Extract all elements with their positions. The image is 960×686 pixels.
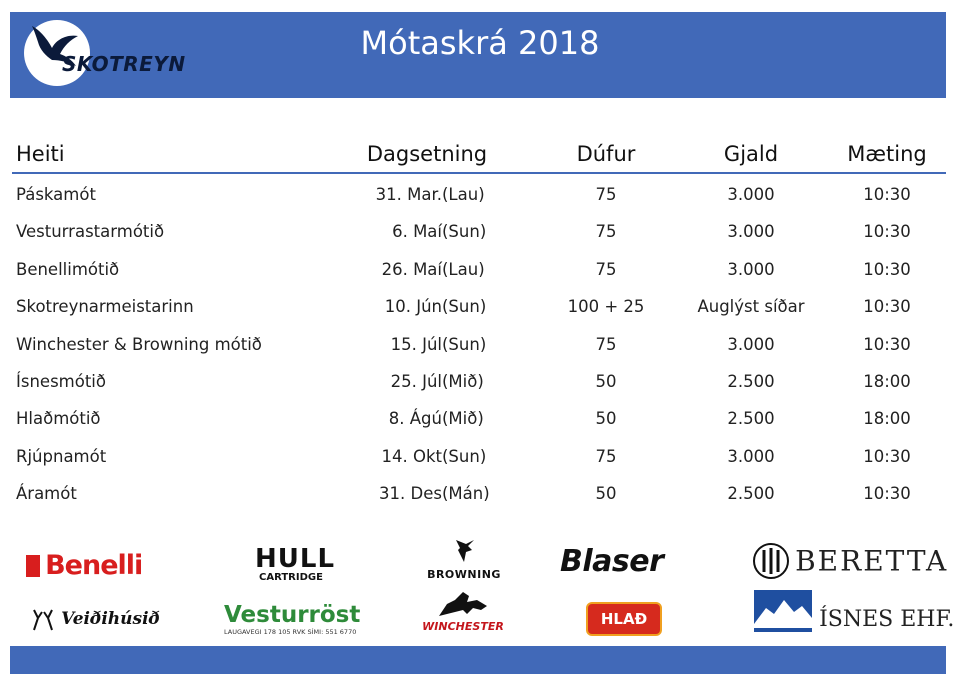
- table-row: [12, 398, 946, 435]
- event-name: Páskamót: [16, 185, 96, 204]
- antlers-icon: [30, 606, 56, 632]
- isnes-logo: ÍSNES EHF.: [754, 590, 954, 632]
- event-day: (Mán): [442, 484, 490, 504]
- event-name: Skotreynarmeistarinn: [16, 297, 194, 317]
- event-fee: 3.000: [727, 185, 775, 204]
- event-day: (Sun): [442, 297, 487, 317]
- buckmark-icon: [452, 538, 476, 564]
- table-row: [12, 436, 946, 473]
- hlad-logo: HLAÐ: [586, 602, 662, 636]
- column-header-time: Mæting: [847, 142, 927, 166]
- event-fee: 3.000: [727, 222, 775, 242]
- hull-cartridge-logo: HULL CARTRIDGE: [255, 544, 336, 583]
- event-day: (Mið): [442, 409, 484, 429]
- event-name: Rjúpnamót: [16, 446, 107, 466]
- event-time: 10:30: [863, 484, 911, 504]
- event-date: 31. Des: [379, 484, 442, 504]
- event-fee: 3.000: [727, 334, 775, 354]
- event-date: 10. Jún: [384, 297, 442, 317]
- event-time: 18:00: [863, 371, 911, 391]
- event-fee: 2.500: [727, 371, 775, 391]
- mountain-icon: [754, 590, 812, 632]
- table-row: [12, 211, 946, 248]
- veidihusid-logo: Veiðihúsið: [30, 606, 160, 632]
- column-header-fee: Gjald: [723, 142, 779, 166]
- table-row: [12, 286, 946, 323]
- beretta-emblem-icon: [752, 542, 790, 580]
- browning-logo: BROWNING: [424, 538, 504, 581]
- event-name: Vesturrastarmótið: [16, 222, 165, 242]
- event-day: (Mið): [442, 371, 484, 391]
- table-row: [12, 473, 946, 510]
- event-doves: 75: [595, 222, 617, 242]
- event-time: 10:30: [863, 259, 911, 279]
- event-time: 10:30: [863, 297, 911, 317]
- event-name: Hlaðmótið: [16, 409, 101, 429]
- event-fee: 3.000: [727, 259, 775, 279]
- event-day: (Sun): [442, 446, 487, 466]
- table-row: [12, 361, 946, 398]
- event-time: 10:30: [863, 446, 911, 466]
- event-date: 8. Ágú: [388, 409, 442, 429]
- benelli-mark-icon: [26, 555, 40, 577]
- event-day: (Sun): [442, 334, 487, 354]
- table-row: [12, 249, 946, 286]
- event-date: 6. Maí: [392, 222, 442, 242]
- table-row: [12, 324, 946, 361]
- event-doves: 100 + 25: [567, 297, 645, 317]
- event-fee: 3.000: [727, 446, 775, 466]
- blaser-logo: Blaser: [560, 544, 664, 579]
- footer-bar: [10, 646, 946, 674]
- page-title: Mótaskrá 2018: [360, 24, 600, 62]
- column-header-doves: Dúfur: [576, 142, 636, 166]
- beretta-logo: BERETTA: [752, 542, 948, 580]
- event-date: 26. Maí: [381, 259, 442, 279]
- horse-rider-icon: [433, 586, 493, 620]
- event-day: (Sun): [442, 222, 487, 242]
- event-doves: 50: [595, 409, 617, 429]
- vesturrost-logo: Vesturröst LAUGAVEGI 178 105 RVK SÍMI: 551 6770: [224, 602, 361, 636]
- event-time: 18:00: [863, 409, 911, 429]
- event-date: 15. Júl: [390, 334, 442, 354]
- event-fee: Auglýst síðar: [697, 297, 805, 317]
- column-header-name: Heiti: [16, 142, 65, 166]
- table-header: [12, 138, 946, 174]
- event-name: Áramót: [16, 484, 77, 504]
- event-date: 25. Júl: [390, 371, 442, 391]
- event-time: 10:30: [863, 334, 911, 354]
- event-day: (Lau): [442, 259, 485, 279]
- winchester-logo: WINCHESTER: [420, 586, 506, 633]
- table-row: [12, 174, 946, 211]
- logo-text: SKOTREYN: [62, 52, 186, 76]
- event-doves: 50: [595, 484, 617, 504]
- event-doves: 75: [595, 446, 617, 466]
- schedule-table: [12, 138, 946, 511]
- event-day: (Lau): [442, 185, 485, 204]
- event-time: 10:30: [863, 222, 911, 242]
- event-date: 14. Okt: [381, 446, 442, 466]
- event-fee: 2.500: [727, 409, 775, 429]
- benelli-logo: Benelli: [26, 550, 142, 581]
- column-header-date: Dagsetning: [366, 142, 488, 166]
- event-doves: 50: [595, 371, 617, 391]
- event-name: Winchester & Browning mótið: [16, 334, 262, 354]
- event-fee: 2.500: [727, 484, 775, 504]
- event-date: 31. Mar.: [375, 185, 442, 204]
- event-time: 10:30: [863, 185, 911, 204]
- event-doves: 75: [595, 259, 617, 279]
- event-doves: 75: [595, 334, 617, 354]
- event-name: Benellimótið: [16, 259, 120, 279]
- event-doves: 75: [595, 185, 617, 204]
- event-name: Ísnesmótið: [16, 371, 106, 391]
